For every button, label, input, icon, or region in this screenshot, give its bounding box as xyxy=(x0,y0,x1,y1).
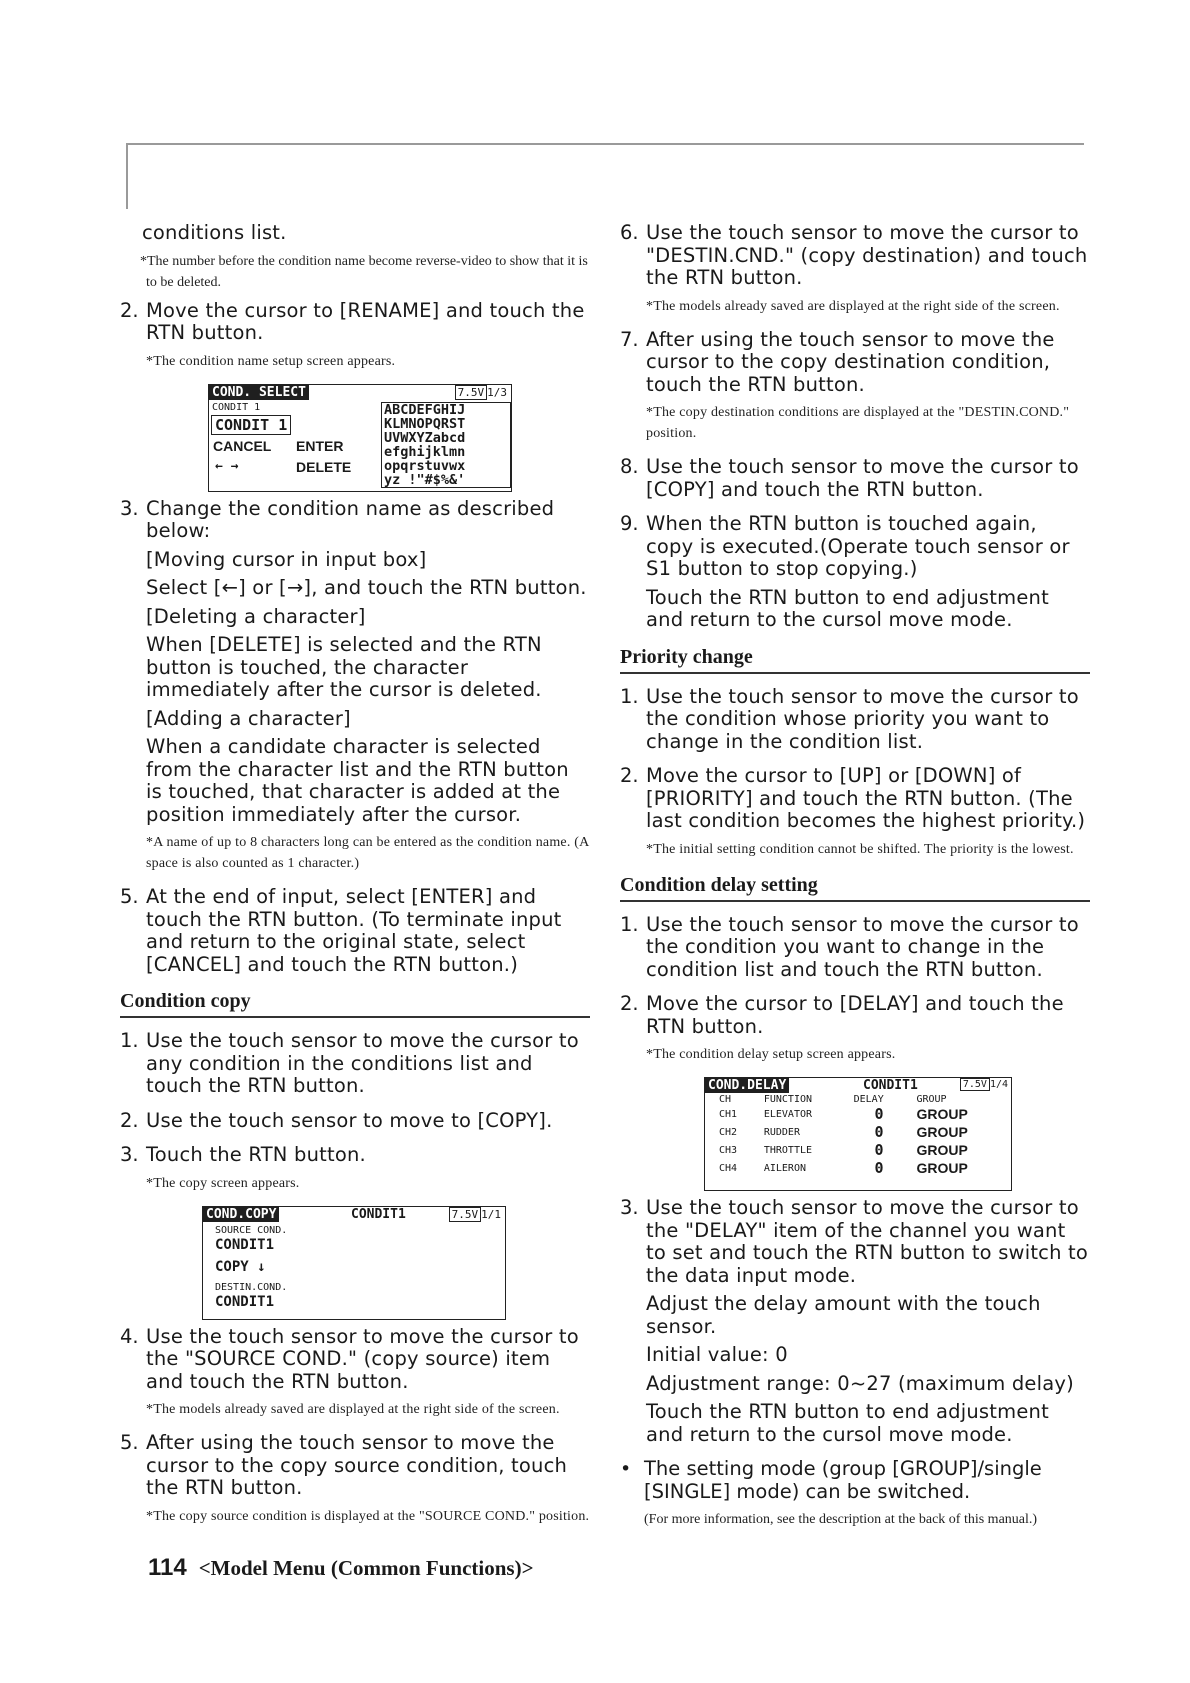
copy-step-3 xyxy=(120,1144,590,1200)
delay-value[interactable]: 0 xyxy=(874,1141,884,1159)
cond-delay-screen xyxy=(704,1077,1012,1191)
step-number: 9. xyxy=(620,512,639,535)
footer-title: <Model Menu (Common Functions)> xyxy=(198,1556,534,1580)
page-indicator: 1/1 xyxy=(481,1207,501,1221)
char-row[interactable]: ABCDEFGHIJ xyxy=(384,401,466,418)
step-2 xyxy=(120,300,590,378)
step-note: *The condition delay setup screen appears. xyxy=(646,1047,896,1062)
condition-label: CONDIT 1 xyxy=(212,401,261,413)
step-number: 1. xyxy=(620,912,639,936)
battery-indicator: 7.5V xyxy=(455,385,488,400)
copy-step-4 xyxy=(120,1326,590,1427)
step-number: 3. xyxy=(120,496,139,520)
channel-cell: CH3 xyxy=(719,1144,738,1156)
delay-value[interactable]: 0 xyxy=(874,1123,884,1141)
step-text: Use the touch sensor to move to [COPY]. xyxy=(146,1108,553,1132)
step-text: When the RTN button is touched again, copy is executed.(Operate touch sensor or S1 button to stop copying.) xyxy=(646,512,1070,580)
destin-cond-value[interactable]: CONDIT1 xyxy=(215,1293,275,1310)
function-cell: ELEVATOR xyxy=(763,1108,813,1120)
step-text: Touch the RTN button. xyxy=(146,1143,366,1166)
intro-note: *The number before the condition name become reverse-video to show that it is to be deleted. xyxy=(140,253,588,290)
step-paragraph: Adjust the delay amount with the touch sensor. xyxy=(646,1292,1041,1338)
cond-copy-screen xyxy=(202,1206,506,1320)
step-paragraph: Adjustment range: 0~27 (maximum delay) xyxy=(646,1371,1074,1395)
copy-step-1 xyxy=(120,1030,590,1104)
down-arrow-icon: ↓ xyxy=(257,1258,266,1275)
header-function: FUNCTION xyxy=(763,1094,813,1105)
right-column xyxy=(620,222,1090,1543)
step-number: 2. xyxy=(620,764,639,787)
step-number: 1. xyxy=(620,684,639,708)
step-text: Use the touch sensor to move the cursor to the condition whose priority you want to change in the condition list. xyxy=(646,684,1079,753)
step-number: 7. xyxy=(620,327,639,351)
char-row[interactable]: efghijklmn xyxy=(384,443,466,460)
step-text: Use the touch sensor to move the cursor to "DESTIN.CND." (copy destination) and touch the RTN button. xyxy=(646,221,1088,289)
step-paragraph: Touch the RTN button to end adjustment and return to the cursol move mode. xyxy=(646,1400,1049,1446)
page-frame-left-rule xyxy=(126,143,128,209)
step-note: *The copy destination conditions are displayed at the "DESTIN.COND." position. xyxy=(646,405,1070,441)
step-text: Move the cursor to [DELAY] and touch the RTN button. xyxy=(646,992,1064,1038)
copy-step-6 xyxy=(620,222,1090,323)
step-text-2: Touch the RTN button to end adjustment and return to the cursol move mode. xyxy=(646,585,1049,631)
step-text: Change the condition name as described below: xyxy=(146,496,555,542)
copy-step-7 xyxy=(620,329,1090,451)
section-heading-priority-change: Priority change xyxy=(620,646,1090,674)
step-number: 5. xyxy=(120,885,139,908)
bullet-note: (For more information, see the description at the back of this manual.) xyxy=(644,1512,1038,1527)
channel-cell: CH4 xyxy=(719,1162,738,1174)
step-text: Use the touch sensor to move the cursor to the condition you want to change in the condition list and touch the RTN button. xyxy=(646,912,1079,981)
step-note: *The models already saved are displayed at the right side of the screen. xyxy=(146,1402,560,1417)
delay-table xyxy=(713,1094,1005,1177)
channel-cell: CH2 xyxy=(719,1126,738,1138)
sub-heading: [Adding a character] xyxy=(146,706,351,730)
step-note: *The initial setting condition cannot be shifted. The priority is the lowest. xyxy=(646,841,1074,857)
step-number: 1. xyxy=(120,1029,139,1052)
group-mode-toggle[interactable]: GROUP xyxy=(916,1124,968,1140)
battery-indicator: 7.5V xyxy=(449,1207,482,1222)
left-column xyxy=(120,222,590,1539)
step-text: At the end of input, select [ENTER] and touch the RTN button. (To terminate input and return to the original state, select [CANCEL] and touch the RTN button.) xyxy=(146,885,562,976)
delete-button[interactable]: DELETE xyxy=(296,458,352,475)
step-number: 3. xyxy=(120,1143,139,1166)
battery-indicator: 7.5V xyxy=(960,1078,990,1091)
step-text: Use the touch sensor to move the cursor to any condition in the conditions list and touch the RTN button. xyxy=(146,1029,579,1097)
table-row xyxy=(713,1141,1005,1159)
condition-name: CONDIT1 xyxy=(351,1206,406,1222)
screen-title: COND.COPY xyxy=(203,1207,279,1222)
name-input-field[interactable]: CONDIT 1 xyxy=(211,415,291,435)
step-paragraph: Initial value: 0 xyxy=(646,1343,788,1366)
intro-text: conditions list. xyxy=(142,221,287,244)
condition-name: CONDIT1 xyxy=(863,1078,918,1093)
copy-button[interactable]: COPY xyxy=(215,1258,249,1275)
function-cell: RUDDER xyxy=(763,1126,800,1138)
page-indicator: 1/4 xyxy=(989,1079,1008,1090)
group-mode-toggle[interactable]: GROUP xyxy=(916,1106,968,1122)
step-note: *The copy screen appears. xyxy=(146,1175,300,1191)
function-cell: AILERON xyxy=(763,1162,806,1174)
char-row[interactable]: yz !"#$%&' xyxy=(384,471,466,488)
header-delay: DELAY xyxy=(853,1094,884,1105)
section-heading-condition-delay: Condition delay setting xyxy=(620,874,1090,902)
copy-step-8 xyxy=(620,456,1090,507)
priority-step-1 xyxy=(620,686,1090,760)
step-number: 5. xyxy=(120,1431,139,1454)
step-text: Move the cursor to [RENAME] and touch the RTN button. xyxy=(146,298,585,344)
sub-body: When [DELETE] is selected and the RTN button is touched, the character immediately after the cursor is deleted. xyxy=(146,633,542,701)
table-header-row xyxy=(713,1094,1005,1105)
header-group: GROUP xyxy=(916,1094,947,1105)
sub-heading: [Deleting a character] xyxy=(146,604,366,628)
cancel-button[interactable]: CANCEL xyxy=(213,437,272,454)
step-note: *The copy source condition is displayed at the "SOURCE COND." position. xyxy=(146,1508,590,1524)
group-mode-toggle[interactable]: GROUP xyxy=(916,1160,968,1176)
section-heading-condition-copy: Condition copy xyxy=(120,990,590,1018)
step-number: 8. xyxy=(620,455,639,478)
delay-step-2 xyxy=(620,993,1090,1071)
step-number: 3. xyxy=(620,1196,639,1219)
sub-heading: [Moving cursor in input box] xyxy=(146,547,427,571)
cond-select-screen xyxy=(208,384,512,492)
step-text: After using the touch sensor to move the cursor to the copy source condition, touch the RTN button. xyxy=(146,1431,568,1499)
function-cell: THROTTLE xyxy=(763,1144,813,1156)
step-number: 2. xyxy=(120,1108,139,1132)
step-number: 6. xyxy=(620,221,639,244)
table-row xyxy=(713,1123,1005,1141)
screen-title: COND.DELAY xyxy=(705,1078,789,1093)
destin-cond-label: DESTIN.COND. xyxy=(215,1281,288,1293)
char-row[interactable]: KLMNOPQRST xyxy=(384,415,466,432)
step-number: 2. xyxy=(120,298,139,322)
step-3 xyxy=(120,498,590,881)
delay-value[interactable]: 0 xyxy=(874,1105,884,1123)
page-number: 114 xyxy=(148,1554,187,1581)
bullet-item xyxy=(620,1458,1090,1537)
source-cond-value[interactable]: CONDIT1 xyxy=(215,1236,275,1253)
source-cond-label: SOURCE COND. xyxy=(215,1224,288,1236)
sub-body: When a candidate character is selected from the character list and the RTN button is touched, that character is added at the position immediately after the cursor. xyxy=(146,735,569,826)
group-mode-toggle[interactable]: GROUP xyxy=(916,1142,968,1158)
page-indicator: 1/3 xyxy=(487,385,507,399)
step-text: Use the touch sensor to move the cursor to [COPY] and touch the RTN button. xyxy=(646,455,1079,501)
page-frame-top-rule xyxy=(126,143,1084,145)
delay-step-1 xyxy=(620,914,1090,988)
bullet-mark: • xyxy=(620,1458,632,1480)
bullet-text: The setting mode (group [GROUP]/single [SINGLE] mode) can be switched. xyxy=(644,1457,1042,1503)
sub-body: Select [←] or [→], and touch the RTN button. xyxy=(146,576,587,599)
step-number: 4. xyxy=(120,1324,139,1348)
page-footer xyxy=(148,1554,534,1582)
cursor-arrow-buttons[interactable]: ← → xyxy=(215,458,239,474)
step-text: Move the cursor to [UP] or [DOWN] of [PRIORITY] and touch the RTN button. (The last condition becomes the highest priority.) xyxy=(646,764,1086,832)
step-note: *The models already saved are displayed at the right side of the screen. xyxy=(646,298,1060,314)
priority-step-2 xyxy=(620,765,1090,866)
copy-step-2 xyxy=(120,1110,590,1139)
table-row xyxy=(713,1105,1005,1123)
table-row xyxy=(713,1159,1005,1177)
step-note: *A name of up to 8 characters long can be entered as the condition name. (A space is also counted as 1 character.) xyxy=(146,835,589,871)
step-text: Use the touch sensor to move the cursor to the "SOURCE COND." (copy source) item and touch the RTN button. xyxy=(146,1324,579,1393)
copy-step-5 xyxy=(120,1432,590,1533)
channel-cell: CH1 xyxy=(719,1108,738,1120)
delay-step-3 xyxy=(620,1197,1090,1452)
step-text: After using the touch sensor to move the cursor to the copy destination condition, touch the RTN button. xyxy=(646,327,1055,396)
character-list xyxy=(381,402,511,488)
char-row[interactable]: UVWXYZabcd xyxy=(384,429,466,446)
step-text: Use the touch sensor to move the cursor to the "DELAY" item of the channel you want to set and touch the RTN button to switch to the data input mode. xyxy=(646,1196,1089,1287)
step-5 xyxy=(120,886,590,982)
enter-button[interactable]: ENTER xyxy=(296,437,344,454)
delay-value[interactable]: 0 xyxy=(874,1159,884,1177)
header-ch: CH xyxy=(719,1094,732,1105)
copy-step-9 xyxy=(620,513,1090,638)
step-number: 2. xyxy=(620,992,639,1015)
char-row[interactable]: opqrstuvwx xyxy=(384,457,466,474)
screen-title: COND. SELECT xyxy=(209,385,309,400)
step-note: *The condition name setup screen appears. xyxy=(146,353,396,369)
